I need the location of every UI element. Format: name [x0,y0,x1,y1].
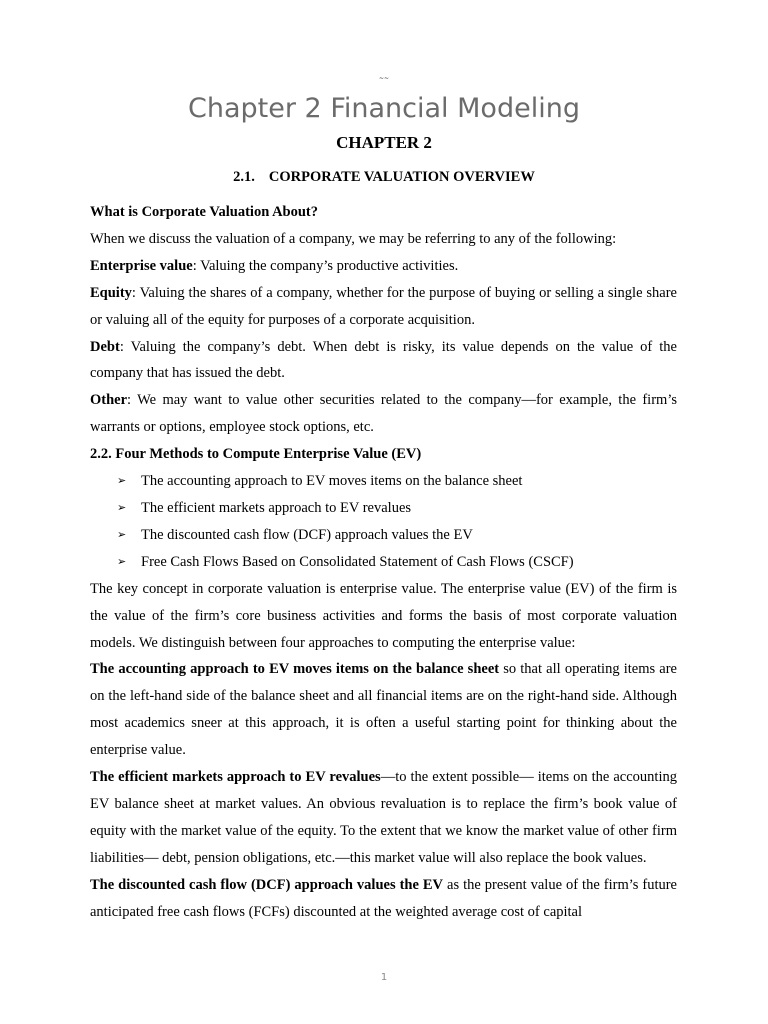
debt-text: : Valuing the company’s debt. When debt is risky, its value depends on the value of the company that has issued the debt. [90,338,677,382]
dcf-paragraph [90,872,677,926]
intro-paragraph: When we discuss the valuation of a company, we may be referring to any of the following: [90,230,617,247]
enterprise-value-text: : Valuing the company’s productive activities. [192,257,459,274]
list-item-text: The discounted cash flow (DCF) approach values the EV [141,526,473,543]
page-number: 1 [380,972,388,983]
list-item [117,495,677,522]
arrowhead-bullet-icon: ➢ [117,554,127,568]
section-heading [0,167,768,187]
list-item [117,549,677,576]
chapter-label: CHAPTER 2 [336,133,432,152]
section-number: 2.1. [233,169,255,185]
accounting-approach-paragraph [90,656,677,764]
arrowhead-bullet-icon: ➢ [117,500,127,514]
other-label: Other [90,392,128,409]
enterprise-value-label: Enterprise value [90,257,193,274]
list-item [117,522,677,549]
equity-text: : Valuing the shares of a company, whether for the purpose of buying or selling a single share or valuing all of the equity for purposes of a corporate acquisition. [90,284,677,328]
subheading-corporate-valuation [90,199,677,226]
subheading-text: What is Corporate Valuation About? [90,204,319,220]
subheading-four-methods [90,441,677,468]
methods-list [90,468,677,576]
list-item-text: The efficient markets approach to EV revalues [141,499,412,516]
arrowhead-bullet-icon: ➢ [117,527,127,541]
body-text [90,199,677,925]
arrowhead-bullet-icon: ➢ [117,474,127,488]
header-mark: ~~ [378,75,390,82]
accounting-approach-text: so that all operating items are on the left-hand side of the balance sheet and all financial items are on the right-hand side. Although most academics sneer at this approach, it is often a useful starting point for thinking about the enterprise value. [90,661,677,759]
enterprise-value-paragraph [90,253,677,280]
other-text: : We may want to value other securities related to the company—for example, the firm’s warrants or options, employee stock options, etc. [90,392,677,436]
key-concept-paragraph: The key concept in corporate valuation is enterprise value. The enterprise value (EV) of the firm is the value of the firm’s core business activities and forms the basis of most corporate valuation models. We distinguish between four approaches to computing the enterprise value: [90,580,677,651]
efficient-markets-lead: The efficient markets approach to EV revalues [90,769,381,786]
efficient-markets-text: —to the extent possible— items on the accounting EV balance sheet at market values. An obvious revaluation is to replace the firm’s book value of equity with the market value of the equity. To the extent that we know the market value of other firm liabilities— debt, pension obligations, etc.—this market value will also replace the book values. [90,769,677,866]
debt-paragraph [90,334,677,388]
list-item-text: The accounting approach to EV moves items on the balance sheet [141,473,523,490]
other-paragraph [90,387,677,441]
list-item [117,468,677,495]
document-title: Chapter 2 Financial Modeling [188,93,580,124]
equity-label: Equity [90,284,132,301]
subheading-four-methods-text: 2.2. Four Methods to Compute Enterprise Value (EV) [90,446,422,463]
equity-paragraph [90,280,677,334]
accounting-approach-lead: The accounting approach to EV moves items on the balance sheet [90,661,500,678]
dcf-lead: The discounted cash flow (DCF) approach values the EV [90,876,444,893]
efficient-markets-paragraph [90,764,677,872]
list-item-text: Free Cash Flows Based on Consolidated Statement of Cash Flows (CSCF) [141,553,574,570]
dcf-text: as the present value of the firm’s future anticipated free cash flows (FCFs) discounted at the weighted average cost of capital [90,876,677,920]
debt-label: Debt [90,338,120,355]
section-title: CORPORATE VALUATION OVERVIEW [268,169,535,185]
